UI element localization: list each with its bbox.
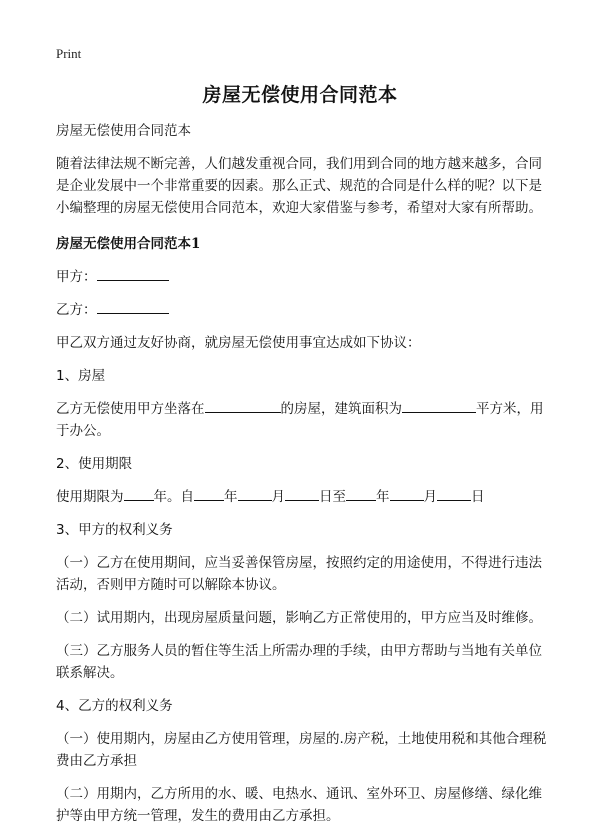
area-blank <box>402 398 476 413</box>
period-prefix: 使用期限为 <box>56 489 124 505</box>
clause-2-heading: 2、使用期限 <box>56 456 133 472</box>
page-title: 房屋无偿使用合同范本 <box>202 84 398 106</box>
party-b-label: 乙方： <box>56 302 97 318</box>
party-a-line <box>56 266 548 288</box>
end-year-blank <box>346 486 376 501</box>
print-link[interactable]: Print <box>56 46 82 61</box>
end-day-unit: 日 <box>471 489 485 505</box>
clause-1-text-part1: 乙方无偿使用甲方坐落在 <box>56 401 205 417</box>
clause-3-heading: 3、甲方的权利义务 <box>56 522 173 538</box>
document-subtitle: 房屋无偿使用合同范本 <box>56 123 191 139</box>
clause-4-item-1: （一）使用期内，房屋由乙方使用管理，房屋的.房产税，土地使用税和其他合理税费由乙方承担 <box>56 731 547 769</box>
start-day-blank <box>285 486 319 501</box>
document-body <box>56 116 548 827</box>
party-a-blank <box>97 266 169 281</box>
clause-1-text <box>56 398 548 442</box>
end-month-unit: 月 <box>423 489 437 505</box>
clause-4-heading: 4、乙方的权利义务 <box>56 698 173 714</box>
start-year-unit: 年 <box>224 489 238 505</box>
clause-3-item-1: （一）乙方在使用期间，应当妥善保管房屋，按照约定的用途使用，不得进行违法活动，否则甲方随时可以解除本协议。 <box>56 555 542 593</box>
agreement-statement: 甲乙双方通过友好协商，就房屋无偿使用事宜达成如下协议： <box>56 335 421 351</box>
location-blank <box>205 398 281 413</box>
end-month-blank <box>390 486 424 501</box>
clause-3-item-2: （二）试用期内，出现房屋质量问题，影响乙方正常使用的，甲方应当及时维修。 <box>56 610 542 626</box>
section-heading: 房屋无偿使用合同范本1 <box>56 236 201 252</box>
start-month-blank <box>238 486 272 501</box>
start-year-blank <box>194 486 224 501</box>
clause-3-item-3: （三）乙方服务人员的暂住等生活上所需办理的手续，由甲方帮助与当地有关单位联系解决。 <box>56 643 542 681</box>
intro-paragraph: 随着法律法规不断完善，人们越发重视合同，我们用到合同的地方越来越多，合同是企业发展中一个非常重要的因素。那么正式、规范的合同是什么样的呢？以下是小编整理的房屋无偿使用合同范本，欢迎大家借鉴与参考，希望对大家有所帮助。 <box>56 156 542 216</box>
party-b-line <box>56 299 548 321</box>
clause-1-text-part3: 平方米，用于办公。 <box>56 401 544 439</box>
clause-1-text-part2: 的房屋，建筑面积为 <box>280 401 402 417</box>
end-year-unit: 年 <box>376 489 390 505</box>
party-b-blank <box>97 299 169 314</box>
clause-1-heading: 1、房屋 <box>56 368 106 384</box>
years-blank <box>124 486 154 501</box>
period-years-unit: 年。自 <box>153 489 194 505</box>
clause-4-item-2: （二）用期内，乙方所用的水、暖、电热水、通讯、室外环卫、房屋修缮、绿化维护等由甲方统一管理，发生的费用由乙方承担。 <box>56 786 542 824</box>
party-a-label: 甲方： <box>56 269 97 285</box>
start-day-unit: 日至 <box>319 489 346 505</box>
end-day-blank <box>437 486 471 501</box>
start-month-unit: 月 <box>271 489 285 505</box>
period-line <box>56 486 548 508</box>
